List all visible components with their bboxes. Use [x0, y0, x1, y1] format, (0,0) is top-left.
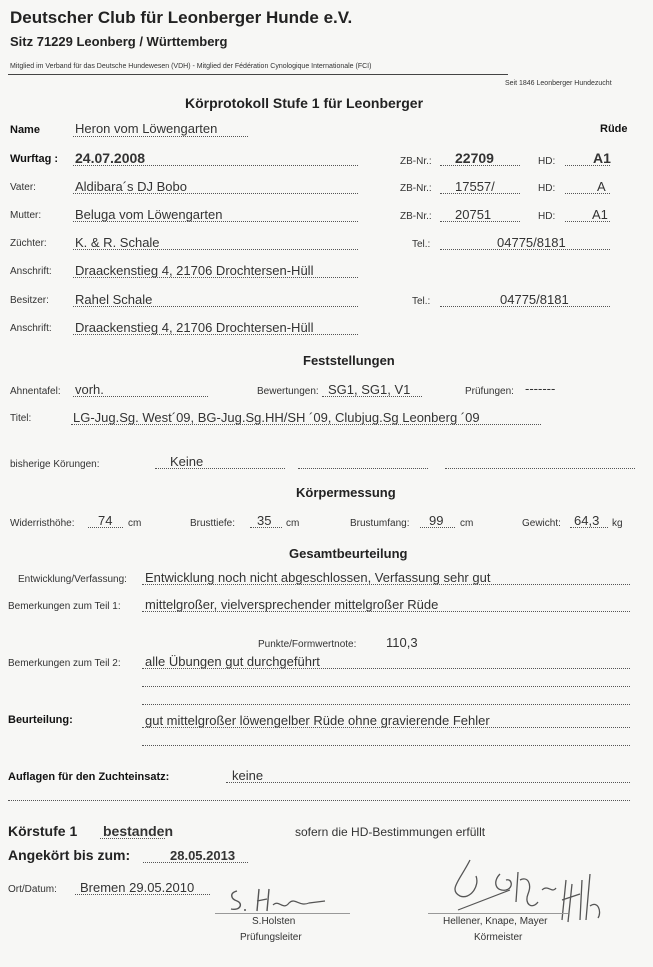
- mutter-hd-line: [565, 221, 610, 222]
- gewicht-line: [570, 527, 608, 528]
- widerrist-unit: cm: [128, 518, 142, 529]
- anschrift1-label: Anschrift:: [10, 266, 52, 277]
- ort-label: Ort/Datum:: [8, 884, 57, 895]
- club-seat: Sitz 71229 Leonberg / Württemberg: [10, 34, 228, 49]
- hd-line: [565, 165, 610, 166]
- punkte-label: Punkte/Formwertnote:: [258, 639, 357, 650]
- vater-hd-label: HD:: [538, 183, 556, 194]
- brustumfang-value: 99: [429, 513, 444, 528]
- mutter-value: Beluga vom Löwengarten: [75, 207, 223, 222]
- teil2-value: alle Übungen gut durchgeführt: [145, 654, 320, 669]
- zb-label: ZB-Nr.:: [400, 156, 432, 167]
- pruefungen-value: -------: [525, 381, 556, 396]
- zuechter-label: Züchter:: [10, 238, 47, 249]
- hd-label: HD:: [538, 156, 556, 167]
- name-line: [73, 136, 248, 137]
- ahnentafel-line: [73, 396, 208, 397]
- titel-value: LG-Jug.Sg. West´09, BG-Jug.Sg.HH/SH ´09, Clubjug.Sg Leonberg ´09: [73, 410, 480, 425]
- auflagen-line-1: [226, 782, 630, 783]
- zb-line: [440, 165, 520, 166]
- ort-value: Bremen 29.05.2010: [80, 880, 195, 895]
- koerungen-line-1: [155, 468, 285, 469]
- koermeister-sign-line: [428, 913, 568, 914]
- mutter-hd-label: HD:: [538, 211, 556, 222]
- koerungen-line-2: [298, 468, 428, 469]
- besitzer-label: Besitzer:: [10, 295, 49, 306]
- sex-value: Rüde: [600, 123, 628, 135]
- sofern-text: sofern die HD-Bestimmungen erfüllt: [295, 825, 486, 839]
- besitzer-tel-line: [440, 306, 610, 307]
- brusttiefe-line: [250, 527, 282, 528]
- anschrift2-value: Draackenstieg 4, 21706 Drochtersen-Hüll: [75, 320, 314, 335]
- besitzer-value: Rahel Schale: [75, 292, 153, 307]
- vater-line: [73, 193, 358, 194]
- teil2-line-1: [142, 668, 630, 669]
- ahnentafel-value: vorh.: [75, 382, 104, 397]
- bewertungen-label: Bewertungen:: [257, 386, 319, 397]
- entwicklung-label: Entwicklung/Verfassung:: [18, 574, 127, 585]
- angekoert-value: 28.05.2013: [170, 848, 236, 863]
- auflagen-label: Auflagen für den Zuchteinsatz:: [8, 771, 170, 783]
- brusttiefe-value: 35: [257, 513, 272, 528]
- vater-zb-value: 17557/: [455, 179, 495, 194]
- membership-line: Mitglied im Verband für das Deutsche Hundewesen (VDH) - Mitglied der Fédération Cynologique Internationale (FCI): [10, 63, 372, 70]
- club-name: Deutscher Club für Leonberger Hunde e.V.: [10, 8, 353, 27]
- titel-label: Titel:: [10, 413, 32, 424]
- teil2-label: Bemerkungen zum Teil 2:: [8, 658, 121, 669]
- entwicklung-line: [142, 584, 630, 585]
- beurteilung-value: gut mittelgroßer löwengelber Rüde ohne gravierende Fehler: [145, 713, 490, 728]
- auflagen-value: keine: [232, 768, 264, 783]
- koermeister-names: Hellener, Knape, Mayer: [443, 916, 548, 927]
- beurteilung-line-1: [142, 727, 630, 728]
- pruefungen-label: Prüfungen:: [465, 386, 514, 397]
- ahnentafel-label: Ahnentafel:: [10, 386, 61, 397]
- mutter-zb-line: [440, 221, 520, 222]
- gewicht-unit: kg: [612, 518, 623, 529]
- teil1-value: mittelgroßer, vielversprechender mittelgroßer Rüde: [145, 597, 439, 612]
- name-label: Name: [10, 124, 40, 136]
- vater-zb-line: [440, 193, 520, 194]
- koerpermessung-heading: Körpermessung: [296, 485, 396, 500]
- bestanden-value: bestanden: [103, 823, 174, 839]
- bestanden-line: [100, 838, 165, 839]
- mutter-hd-value: A1: [592, 207, 608, 222]
- mutter-line: [73, 221, 358, 222]
- teil1-line: [142, 611, 630, 612]
- zb-value: 22709: [455, 150, 494, 166]
- zuechter-tel-label: Tel.:: [412, 239, 431, 250]
- vater-hd-value: A: [597, 179, 606, 194]
- koerungen-value: Keine: [170, 454, 204, 469]
- brustumfang-label: Brustumfang:: [350, 518, 410, 529]
- entwicklung-value: Entwicklung noch nicht abgeschlossen, Verfassung sehr gut: [145, 570, 491, 585]
- bewertungen-line: [322, 396, 422, 397]
- vater-label: Vater:: [10, 182, 36, 193]
- pruefer-role: Prüfungsleiter: [240, 932, 302, 943]
- bewertungen-value: SG1, SG1, V1: [328, 382, 411, 397]
- koerstufe-label: Körstufe 1: [8, 823, 78, 839]
- brustumfang-line: [420, 527, 455, 528]
- header-rule: [8, 74, 508, 75]
- brustumfang-unit: cm: [460, 518, 474, 529]
- vater-value: Aldibara´s DJ Bobo: [75, 179, 187, 194]
- besitzer-tel-value: 04775/8181: [500, 292, 569, 307]
- widerrist-value: 74: [98, 513, 113, 528]
- punkte-value: 110,3: [386, 635, 418, 650]
- teil1-label: Bemerkungen zum Teil 1:: [8, 601, 121, 612]
- zuechter-value: K. & R. Schale: [75, 235, 160, 250]
- feststellungen-heading: Feststellungen: [303, 353, 395, 368]
- since-line: Seit 1846 Leonberger Hundezucht: [505, 80, 612, 87]
- name-value: Heron vom Löwengarten: [75, 121, 218, 136]
- mutter-label: Mutter:: [10, 210, 42, 221]
- besitzer-tel-label: Tel.:: [412, 296, 431, 307]
- vater-zb-label: ZB-Nr.:: [400, 183, 432, 194]
- titel-line: [71, 424, 541, 425]
- mutter-zb-value: 20751: [455, 207, 492, 222]
- beurteilung-line-2: [142, 745, 630, 746]
- angekoert-label: Angekört bis zum:: [8, 847, 131, 863]
- gewicht-label: Gewicht:: [522, 518, 561, 529]
- anschrift2-label: Anschrift:: [10, 323, 52, 334]
- koerungen-label: bisherige Körungen:: [10, 459, 100, 470]
- pruefer-name: S.Holsten: [252, 916, 296, 927]
- page-title: Körprotokoll Stufe 1 für Leonberger: [185, 95, 424, 111]
- teil2-line-2: [142, 686, 630, 687]
- anschrift2-line: [73, 334, 358, 335]
- beurteilung-label: Beurteilung:: [8, 714, 73, 726]
- brusttiefe-label: Brusttiefe:: [190, 518, 236, 529]
- besitzer-line: [73, 306, 358, 307]
- auflagen-line-2: [8, 800, 630, 801]
- pruefungsleiter-sign-line: [215, 913, 350, 914]
- koerungen-line-3: [445, 468, 635, 469]
- mutter-zb-label: ZB-Nr.:: [400, 211, 432, 222]
- zuechter-tel-line: [440, 249, 610, 250]
- angekoert-line: [143, 862, 248, 863]
- vater-hd-line: [565, 193, 610, 194]
- widerrist-label: Widerristhöhe:: [10, 518, 75, 529]
- wurftag-label: Wurftag :: [10, 153, 59, 165]
- wurftag-value: 24.07.2008: [75, 150, 146, 166]
- widerrist-line: [88, 527, 123, 528]
- anschrift1-line: [73, 277, 358, 278]
- gesamt-heading: Gesamtbeurteilung: [289, 546, 408, 561]
- ort-line: [75, 894, 210, 895]
- zuechter-tel-value: 04775/8181: [497, 235, 566, 250]
- teil2-line-3: [142, 704, 630, 705]
- koermeister-role: Körmeister: [474, 932, 523, 943]
- anschrift1-value: Draackenstieg 4, 21706 Drochtersen-Hüll: [75, 263, 314, 278]
- wurftag-line: [73, 165, 358, 166]
- zuechter-line: [73, 249, 358, 250]
- brusttiefe-unit: cm: [286, 518, 300, 529]
- gewicht-value: 64,3: [574, 513, 600, 528]
- hd-value: A1: [593, 150, 611, 166]
